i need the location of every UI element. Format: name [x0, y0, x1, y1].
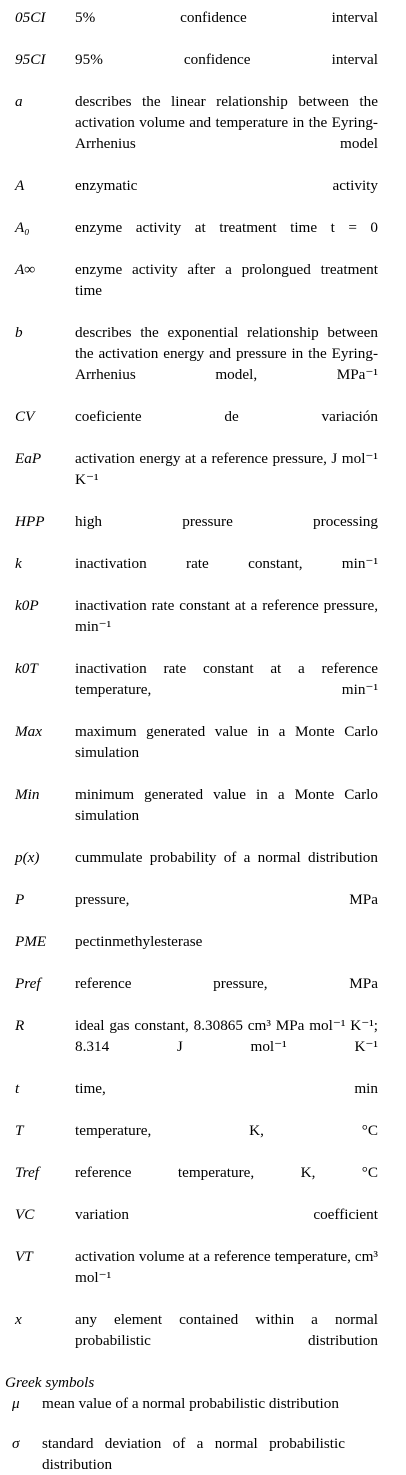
greek-row	[0, 1393, 406, 1414]
greek-symbols-heading: Greek symbols	[5, 1374, 95, 1391]
symbol: EaP	[15, 450, 42, 467]
symbol: 95CI	[15, 51, 46, 68]
nomenclature-row	[0, 217, 406, 259]
greek-symbol: μ	[12, 1395, 20, 1412]
definition: enzyme activity after a prolongued treatment time	[75, 261, 378, 299]
symbol: A	[15, 177, 25, 194]
greek-definition: mean value of a normal probabilistic distribution	[42, 1395, 339, 1412]
definition: maximum generated value in a Monte Carlo simulation	[75, 723, 378, 761]
nomenclature-row	[0, 784, 406, 847]
greek-row	[0, 1433, 406, 1475]
symbol: t	[15, 1080, 20, 1097]
definition: 5% confidence interval	[75, 9, 378, 26]
symbol: T	[15, 1122, 24, 1139]
definition: describes the exponential relationship between the activation energy and pressure in the Eyring-Arrhenius model, MPa⁻¹	[75, 324, 378, 383]
greek-definition: standard deviation of a normal probabilistic distribution	[42, 1435, 345, 1473]
definition: minimum generated value in a Monte Carlo simulation	[75, 786, 378, 824]
nomenclature-row	[0, 1015, 406, 1078]
nomenclature-row	[0, 595, 406, 658]
nomenclature-row	[0, 553, 406, 595]
symbol: Max	[15, 723, 42, 740]
symbol: HPP	[15, 513, 45, 530]
nomenclature-row	[0, 973, 406, 1015]
spacer	[0, 1414, 406, 1433]
nomenclature-row	[0, 49, 406, 91]
nomenclature-row	[0, 511, 406, 553]
symbol: Tref	[15, 1164, 39, 1181]
symbol: b	[15, 324, 23, 341]
definition: high pressure processing	[75, 513, 378, 530]
symbol: A₀	[15, 219, 30, 236]
symbol: CV	[15, 408, 35, 425]
definition: pectinmethylesterase	[75, 933, 203, 950]
nomenclature-row	[0, 1204, 406, 1246]
definition: reference pressure, MPa	[75, 975, 378, 992]
symbol: k0P	[15, 597, 39, 614]
symbol: Min	[15, 786, 40, 803]
nomenclature-row	[0, 406, 406, 448]
nomenclature-row	[0, 91, 406, 175]
nomenclature-row	[0, 175, 406, 217]
definition: temperature, K, °C	[75, 1122, 378, 1139]
definition: cummulate probability of a normal distribution	[75, 849, 378, 866]
symbol: 05CI	[15, 9, 46, 26]
symbol: Pref	[15, 975, 41, 992]
symbol: p(x)	[15, 849, 40, 866]
symbol: P	[15, 891, 25, 908]
definition: ideal gas constant, 8.30865 cm³ MPa mol⁻¹ K⁻¹; 8.314 J mol⁻¹ K⁻¹	[75, 1017, 378, 1055]
definition: variation coefficient	[75, 1206, 378, 1223]
definition: describes the linear relationship between the activation volume and temperature in the Eyring-Arrhenius model	[75, 93, 378, 152]
nomenclature-row	[0, 847, 406, 889]
definition: inactivation rate constant, min⁻¹	[75, 555, 378, 572]
nomenclature-row	[0, 322, 406, 406]
definition: activation volume at a reference temperature, cm³ mol⁻¹	[75, 1248, 378, 1286]
nomenclature-row	[0, 448, 406, 511]
nomenclature-row	[0, 931, 406, 973]
nomenclature-row	[0, 1246, 406, 1309]
symbol: k0T	[15, 660, 38, 677]
definition: coeficiente de variación	[75, 408, 378, 425]
symbol: a	[15, 93, 23, 110]
symbol: VC	[15, 1206, 35, 1223]
symbol: R	[15, 1017, 25, 1034]
nomenclature-row	[0, 259, 406, 322]
nomenclature-row	[0, 721, 406, 784]
nomenclature-row	[0, 1078, 406, 1120]
definition: any element contained within a normal probabilistic distribution	[75, 1311, 378, 1349]
definition: pressure, MPa	[75, 891, 378, 908]
greek-symbol: σ	[12, 1435, 20, 1452]
nomenclature-row	[0, 1309, 406, 1372]
symbol: A∞	[15, 261, 36, 278]
definition: reference temperature, K, °C	[75, 1164, 378, 1181]
symbol: x	[15, 1311, 22, 1328]
definition: enzymatic activity	[75, 177, 378, 194]
nomenclature-row	[0, 889, 406, 931]
nomenclature-row	[0, 1120, 406, 1162]
definition: activation energy at a reference pressure, J mol⁻¹ K⁻¹	[75, 450, 378, 488]
nomenclature-row	[0, 7, 406, 49]
symbol: PME	[15, 933, 47, 950]
symbol: k	[15, 555, 22, 572]
definition: inactivation rate constant at a reference pressure, min⁻¹	[75, 597, 378, 635]
nomenclature-row	[0, 658, 406, 721]
definition: inactivation rate constant at a reference temperature, min⁻¹	[75, 660, 378, 698]
definition: 95% confidence interval	[75, 51, 378, 68]
definition: time, min	[75, 1080, 378, 1097]
nomenclature-row	[0, 1162, 406, 1204]
definition: enzyme activity at treatment time t = 0	[75, 219, 378, 236]
symbol: VT	[15, 1248, 33, 1265]
